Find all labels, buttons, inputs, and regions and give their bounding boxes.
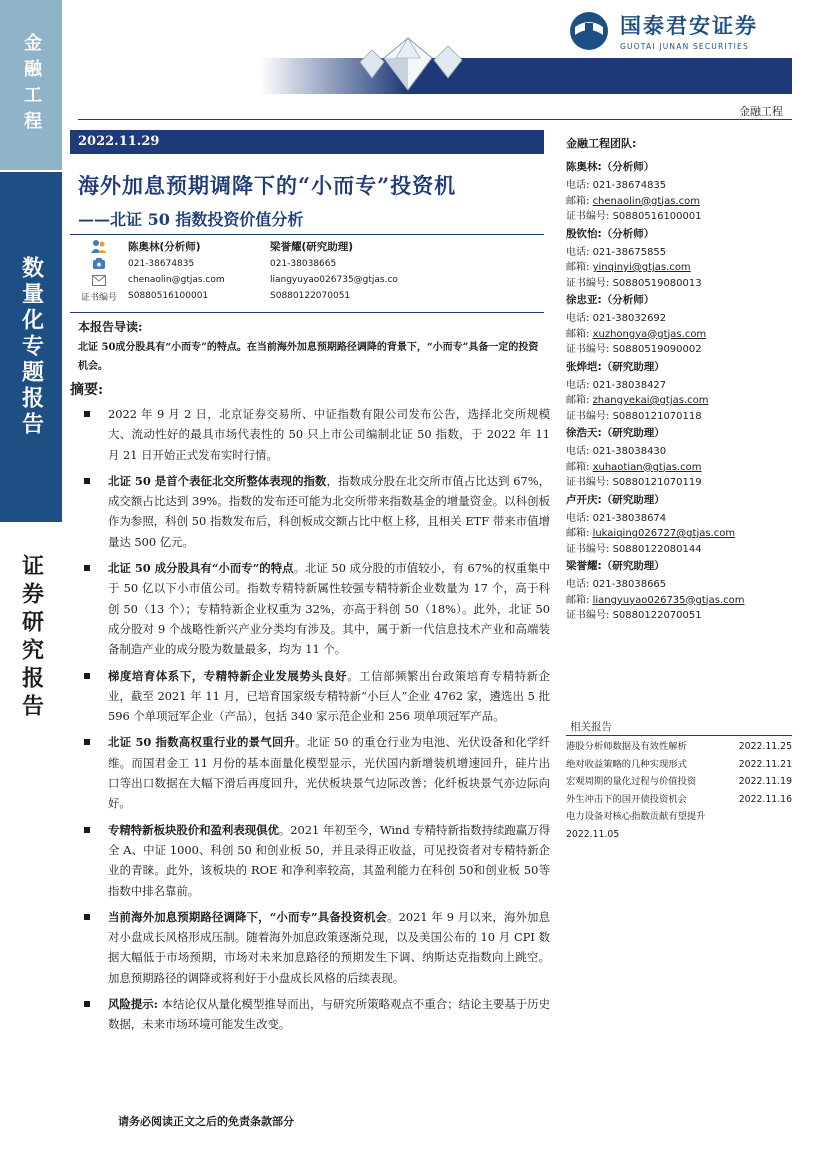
team-heading: 金融工程团队:	[566, 137, 637, 150]
author-divider	[70, 312, 544, 313]
team-member-name: 徐浩天:（研究助理）	[566, 427, 665, 439]
team-member-email	[566, 593, 792, 609]
team-member	[566, 158, 792, 225]
related-report-date: 2022.11.16	[738, 793, 792, 805]
team-member-name: 卢开庆:（研究助理）	[566, 493, 665, 506]
bullet-bold: 专精特新板块股价和盈利表现俱优	[108, 822, 279, 837]
team-member-email-link[interactable]: zhangyekai@gtjas.com	[592, 395, 709, 406]
related-report-date: 2022.11.21	[738, 758, 792, 770]
related-report-title: 港股分析师数据及有效性解析	[566, 741, 687, 752]
cert-label: 证书编号:	[566, 344, 610, 355]
bullet-bold: 当前海外加息预期路径调降下，“小而专”具备投资机会	[108, 909, 388, 924]
team-member-phone	[566, 311, 792, 327]
author-phone-row	[70, 256, 544, 272]
phone-label: 电话:	[566, 512, 590, 524]
related-report-title: 宏观周期的量化过程与价值投资	[566, 776, 697, 788]
author-email-row	[70, 272, 544, 288]
bullet-item	[78, 666, 550, 727]
team-member-phone-value: 021-38038430	[592, 446, 667, 457]
author-names-row	[70, 236, 544, 256]
team-member-cert-value: S0880122080144	[612, 543, 702, 555]
team-member	[566, 491, 792, 558]
author-cert-row	[70, 288, 544, 304]
team-member-cert	[566, 409, 792, 425]
guide-heading: 本报告导读:	[78, 320, 143, 334]
email-label: 邮箱:	[566, 395, 590, 406]
people-icon	[70, 239, 128, 253]
team-member	[566, 291, 792, 358]
sidebar-section-text: 证券研究报告	[18, 554, 44, 722]
author-email-2[interactable]: liangyuyao026735@gtjas.co	[270, 275, 398, 285]
guide-text: 北证 50成分股具有“小而专”的特点。在当前海外加息预期路径调降的背景下，“小而专”具备一定的投资机会。	[78, 342, 539, 372]
cert-label: 证书编号:	[566, 477, 610, 488]
disclaimer: 请务必阅读正文之后的免责条款部分	[118, 1115, 294, 1128]
diamond-decoration-icon	[350, 34, 470, 94]
bullet-item	[78, 558, 550, 659]
bullet-bold: 梯度培育体系下，专精特新企业发展势头良好	[108, 668, 348, 683]
team-member-phone-value: 021-38038674	[592, 512, 667, 524]
report-date: 2022.11.29	[70, 130, 544, 154]
team-member-cert-value: S0880519090002	[612, 344, 702, 355]
phone-label: 电话:	[566, 579, 590, 590]
sidebar-category-text: 金融工程	[21, 33, 42, 137]
team-member	[566, 225, 792, 292]
team-member-cert-value: S0880121070118	[612, 410, 702, 422]
related-report-title: 外生冲击下的国开债投资机会	[566, 793, 687, 805]
related-report-title: 电力设备对核心指数贡献有望提升	[566, 811, 706, 823]
team-member-email	[566, 194, 792, 210]
team-member-email-link[interactable]: lukaiqing026727@gtjas.com	[592, 528, 736, 539]
phone-label: 电话:	[566, 313, 590, 324]
title-divider	[70, 234, 544, 235]
author-phone-1: 021-38674835	[128, 259, 195, 269]
team-member-email-link[interactable]: liangyuyao026735@gtjas.com	[592, 594, 745, 606]
author-name-2: 梁誉耀(研究助理)	[270, 240, 354, 253]
team-member-phone	[566, 178, 792, 194]
team-member-cert	[566, 608, 792, 624]
cert-label: 证书编号:	[566, 543, 610, 555]
email-icon	[70, 275, 128, 286]
bullet-item	[78, 907, 550, 988]
bullet-item	[78, 732, 550, 813]
team-member-phone-value: 021-38038427	[592, 379, 667, 391]
email-label: 邮箱:	[566, 328, 590, 340]
team-member-email-link[interactable]: chenaolin@gtjas.com	[592, 195, 700, 207]
sidebar-section	[0, 524, 62, 1170]
email-label: 邮箱:	[566, 461, 590, 473]
bullet-text: 2022 年 9 月 2 日，北京证券交易所、中证指数有限公司发布公告，选择北交所规模大、流动性好的最具市场代表性的 50 只上市公司编制北证 50 指数，于 2022 年 11 月 21 日开始正式发布实时行情。	[108, 407, 550, 462]
author-table	[70, 236, 544, 304]
team-member-phone	[566, 245, 792, 261]
abstract-bullets	[78, 404, 550, 1041]
author-name-1: 陈奥林(分析师)	[128, 240, 201, 253]
related-report-link[interactable]	[566, 756, 792, 774]
team-member-phone-value: 021-38675855	[592, 246, 667, 258]
bullet-item	[78, 471, 550, 552]
phone-label: 电话:	[566, 180, 590, 191]
phone-label: 电话:	[566, 446, 590, 457]
sidebar-report-type-text: 数量化专题报告	[18, 256, 44, 438]
phone-icon	[70, 258, 128, 270]
email-label: 邮箱:	[566, 262, 590, 273]
team-member-phone	[566, 444, 792, 460]
team-member-email	[566, 393, 792, 409]
team-member-phone-value: 021-38032692	[592, 313, 667, 324]
brand-name-en: GUOTAI JUNAN SECURITIES	[620, 42, 749, 51]
team-member-phone-value: 021-38038665	[592, 579, 667, 590]
bullet-text: 。2021 年 9 月以来，海外加息对小盘成长风格形成压制。随着海外加息政策逐渐兑现，以及美国公布的 10 月 CPI 数据大幅低于市场预期，市场对未来加息路径的预期发生下调、纳斯达克指数向上跳空。加息预期路径的调降或将利好于小盘成长风格的后续表现。	[108, 909, 550, 985]
team-member-phone	[566, 577, 792, 593]
bullet-text: ，指数成分股在北交所市值占比达到 67%，成交额占比达到 39%。指数的发布还可能为北交所带来指数基金的增量资金。以科创板作为参照，科创 50 指数发布后，科创板成交额占比中枢上移，且相关 ETF 带来市值增量达 500 亿元。	[108, 473, 550, 549]
team-member-cert-value: S0880516100001	[612, 211, 702, 222]
related-report-date: 2022.11.25	[738, 741, 792, 752]
team-member-name: 陈奥林:（分析师）	[566, 161, 655, 173]
team-member-cert-value: S0880519080013	[612, 277, 702, 289]
team-member-email	[566, 260, 792, 276]
sidebar-category	[0, 0, 62, 170]
team-member-phone-value: 021-38674835	[592, 180, 667, 191]
team-member-email	[566, 327, 792, 343]
team-member-cert	[566, 276, 792, 292]
bullet-text: 。北证 50 成分股的市值较小，有 67%的权重集中于 50 亿以下小市值公司。指数专精特新属性较强专精特新企业数量为 17 个，高于科创 50（13 个）；专精特新企业权重为 32%，亦高于科创 50（18%）。此外，北证 50 成分股对 9 个战略性新兴产业分类均有涉及。其中，属于新一代信息技术产业和高端装备制造产业的成分股为数量最多，均为 11 个。	[108, 561, 550, 657]
author-phone-2: 021-38038665	[270, 259, 337, 269]
team-member	[566, 358, 792, 425]
email-label: 邮箱:	[566, 195, 590, 207]
team-member-email-link[interactable]: xuhaotian@gtjas.com	[592, 461, 702, 473]
team-member-cert	[566, 542, 792, 558]
team-member	[566, 557, 792, 624]
bullet-item	[78, 404, 550, 465]
bullet-bold: 北证 50 指数高权重行业的景气回升	[108, 735, 296, 750]
team-list	[566, 158, 792, 624]
related-list	[566, 738, 792, 844]
cert-label: 证书编号:	[566, 277, 610, 289]
cert-label: 证书编号:	[566, 410, 610, 422]
author-cert-1: S0880516100001	[128, 291, 209, 301]
author-cert-2: S0880122070051	[270, 291, 351, 301]
team-member-cert-value: S0880121070119	[612, 477, 702, 488]
bullet-bold: 北证 50 成分股具有“小而专”的特点	[108, 561, 294, 576]
team-member-phone	[566, 378, 792, 394]
team-member-name: 张烨垲:（研究助理）	[566, 360, 665, 373]
bullet-text: 。北证 50 的重仓行业为电池、光伏设备和化学纤维。而国君金工 11 月份的基本面量化模型显示，光伏国内新增装机增速回升，硅片出口等出口数据在大幅下滑后再度回升，光伏板块景气边际改善；化纤板块景气亦边际向好。	[108, 735, 550, 811]
team-member-email-link[interactable]: xuzhongya@gtjas.com	[592, 328, 707, 340]
team-member-email-link[interactable]: yinqinyi@gtjas.com	[592, 262, 691, 273]
team-member-cert	[566, 342, 792, 358]
bullet-text: 本结论仅从量化模型推导而出，与研究所策略观点不重合；结论主要基于历史数据，未来市场环境可能发生改变。	[108, 997, 550, 1032]
report-title: 海外加息预期调降下的“小而专”投资机	[78, 173, 457, 198]
team-member-email	[566, 460, 792, 476]
header-category: 金融工程	[739, 105, 783, 118]
related-report-link[interactable]	[566, 738, 792, 756]
email-label: 邮箱:	[566, 528, 590, 539]
team-member-cert-value: S0880122070051	[612, 610, 702, 621]
bullet-bold: 风险提示:	[108, 997, 158, 1012]
team-member-name: 徐忠亚:（分析师）	[566, 294, 655, 306]
team-member-phone	[566, 511, 792, 527]
related-divider	[566, 735, 792, 736]
phone-label: 电话:	[566, 379, 590, 391]
brand-logo-icon	[566, 11, 612, 51]
email-label: 邮箱:	[566, 594, 590, 606]
team-member-name: 梁誉耀:（研究助理）	[566, 560, 665, 572]
related-report-date: 2022.11.19	[738, 776, 792, 788]
bullet-bold: 北证 50 是首个表征北交所整体表现的指数	[108, 473, 327, 488]
related-report-link[interactable]	[566, 808, 792, 843]
related-report-title: 绝对收益策略的几种实现形式	[566, 758, 687, 770]
team-member-name: 殷钦怡:（分析师）	[566, 227, 655, 240]
team-member-email	[566, 526, 792, 542]
bullet-text: 。工信部频繁出台政策培育专精特新企业，截至 2021 年 11 月，已培育国家级专精特新“小巨人”企业 4762 家，遴选出 5 批 596 个单项冠军企业（产品），包括 340 家示范企业和 256 项单项冠军产品。	[108, 668, 550, 724]
cert-label: 证书编号:	[566, 211, 610, 222]
sidebar-report-type	[0, 172, 62, 522]
bullet-item	[78, 820, 550, 901]
team-member-cert	[566, 475, 792, 491]
abstract-heading: 摘要:	[70, 382, 104, 398]
related-heading: 相关报告	[570, 721, 612, 733]
phone-label: 电话:	[566, 246, 590, 258]
team-member-cert	[566, 209, 792, 225]
bullet-item	[78, 994, 550, 1035]
team-member	[566, 424, 792, 491]
header-divider	[78, 119, 792, 120]
brand-logo	[566, 10, 758, 51]
related-report-link[interactable]	[566, 791, 792, 809]
author-email-1[interactable]: chenaolin@gtjas.com	[128, 275, 225, 285]
related-report-date: 2022.11.05	[566, 828, 620, 840]
cert-label: 证书编号	[80, 292, 117, 303]
brand-name-cn: 国泰君安证券	[620, 14, 758, 38]
cert-label: 证书编号:	[566, 610, 610, 621]
report-subtitle: ——北证 50 指数投资价值分析	[78, 210, 304, 229]
bullet-text: 。2021 年初至今，Wind 专精特新指数持续跑赢万得全 A、中证 1000、科创 50 和创业板 50，并且录得正收益，可见投资者对专精特新企业的青睐。此外，该板块的 ROE 和净利率较高，其盈利能力在科创 50和创业板 50等指数中排名靠前。	[108, 822, 550, 898]
related-report-link[interactable]	[566, 773, 792, 791]
